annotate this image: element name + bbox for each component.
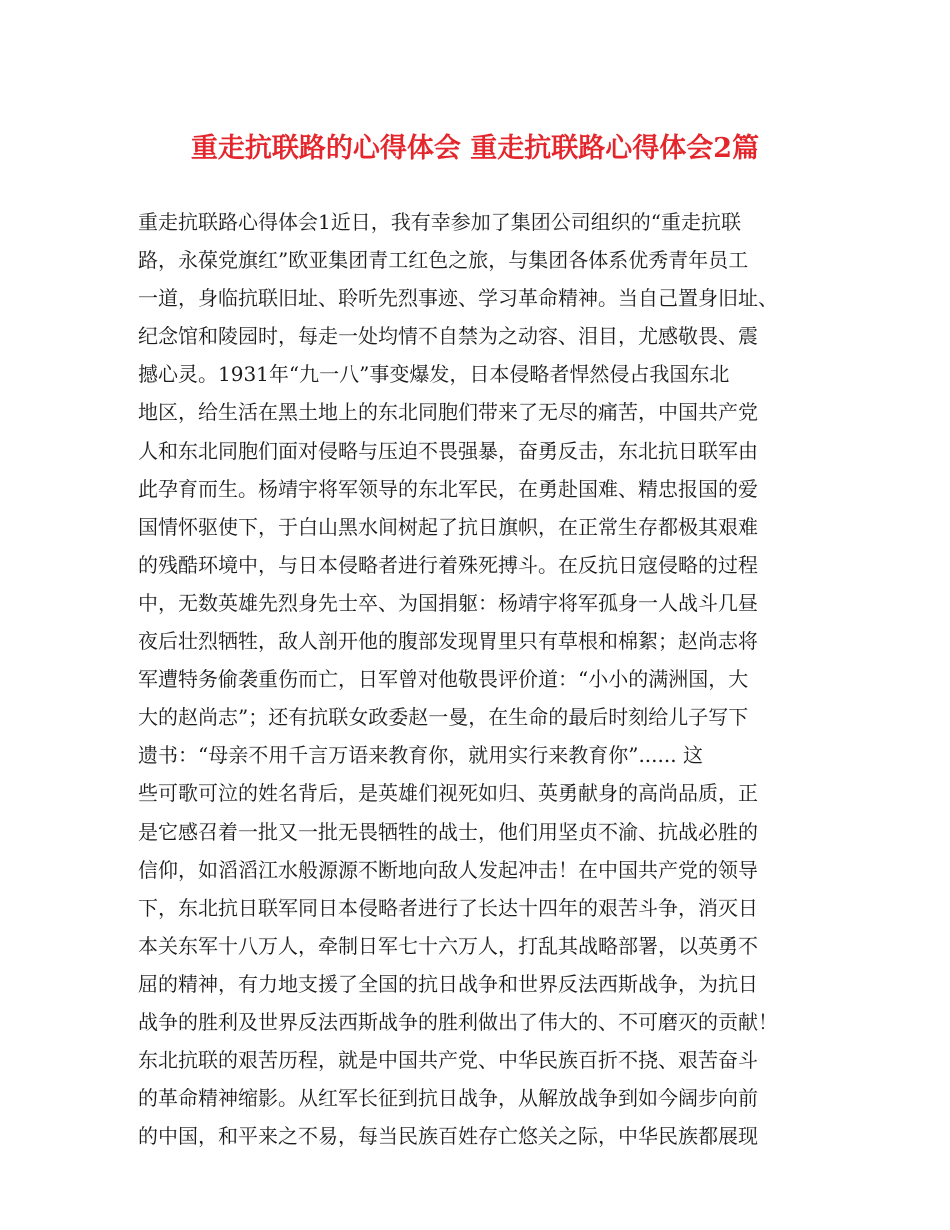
- body-line: 纪念馆和陵园时，每走一处均情不自禁为之动容、泪目，尤感敬畏、震: [138, 324, 758, 349]
- body-line: 一道，身临抗联旧址、聆听先烈事迹、学习革命精神。当自己置身旧址、: [138, 286, 778, 311]
- body-line: 撼心灵。1931年“九一八”事变爆发，日本侵略者悍然侵占我国东北: [138, 362, 730, 387]
- body-line: 此孕育而生。杨靖宇将军领导的东北军民，在勇赴国难、精忠报国的爱: [138, 476, 758, 501]
- body-line: 军遭特务偷袭重伤而亡，日军曾对他敬畏评价道：“小小的满洲国，大: [138, 667, 749, 692]
- body-line: 些可歌可泣的姓名背后，是英雄们视死如归、英勇献身的高尚品质，正: [138, 781, 758, 806]
- body-line: 的革命精神缩影。从红军长征到抗日战争，从解放战争到如今阔步向前: [138, 1086, 758, 1111]
- body-line: 地区，给生活在黑土地上的东北同胞们带来了无尽的痛苦，中国共产党: [138, 400, 758, 425]
- body-line: 夜后壮烈牺牲，敌人剖开他的腹部发现胃里只有草根和棉絮；赵尚志将: [138, 629, 758, 654]
- body-line: 遗书：“母亲不用千言万语来教育你，就用实行来教育你”...... 这: [138, 743, 703, 768]
- document-body: [138, 203, 818, 1155]
- body-line: 战争的胜利及世界反法西斯战争的胜利做出了伟大的、不可磨灭的贡献！: [138, 1009, 778, 1034]
- body-line: 是它感召着一批又一批无畏牺牲的战士，他们用坚贞不渝、抗战必胜的: [138, 819, 758, 844]
- body-line: 本关东军十八万人，牵制日军七十六万人，打乱其战略部署，以英勇不: [138, 933, 758, 958]
- body-line: 信仰，如滔滔江水般源源不断地向敌人发起冲击！在中国共产党的领导: [138, 857, 758, 882]
- body-line: 国情怀驱使下，于白山黑水间树起了抗日旗帜，在正常生存都极其艰难: [138, 514, 758, 539]
- body-line: 东北抗联的艰苦历程，就是中国共产党、中华民族百折不挠、艰苦奋斗: [138, 1048, 758, 1073]
- body-line: 路，永葆党旗红”欧亚集团青工红色之旅，与集团各体系优秀青年员工: [138, 248, 749, 273]
- document-title: 重走抗联路的心得体会 重走抗联路心得体会2篇: [190, 133, 760, 164]
- body-line: 人和东北同胞们面对侵略与压迫不畏强暴，奋勇反击，东北抗日联军由: [138, 438, 758, 463]
- body-line: 大的赵尚志”；还有抗联女政委赵一曼，在生命的最后时刻给儿子写下: [138, 705, 749, 730]
- body-line: 中，无数英雄先烈身先士卒、为国捐躯：杨靖宇将军孤身一人战斗几昼: [138, 590, 758, 615]
- body-line: 的残酷环境中，与日本侵略者进行着殊死搏斗。在反抗日寇侵略的过程: [138, 552, 758, 577]
- body-line: 屈的精神，有力地支援了全国的抗日战争和世界反法西斯战争，为抗日: [138, 971, 758, 996]
- body-line: 的中国，和平来之不易，每当民族百姓存亡悠关之际，中华民族都展现: [138, 1124, 758, 1149]
- body-line: 下，东北抗日联军同日本侵略者进行了长达十四年的艰苦斗争，消灭日: [138, 895, 758, 920]
- body-line: 重走抗联路心得体会1近日，我有幸参加了集团公司组织的“重走抗联: [138, 210, 741, 234]
